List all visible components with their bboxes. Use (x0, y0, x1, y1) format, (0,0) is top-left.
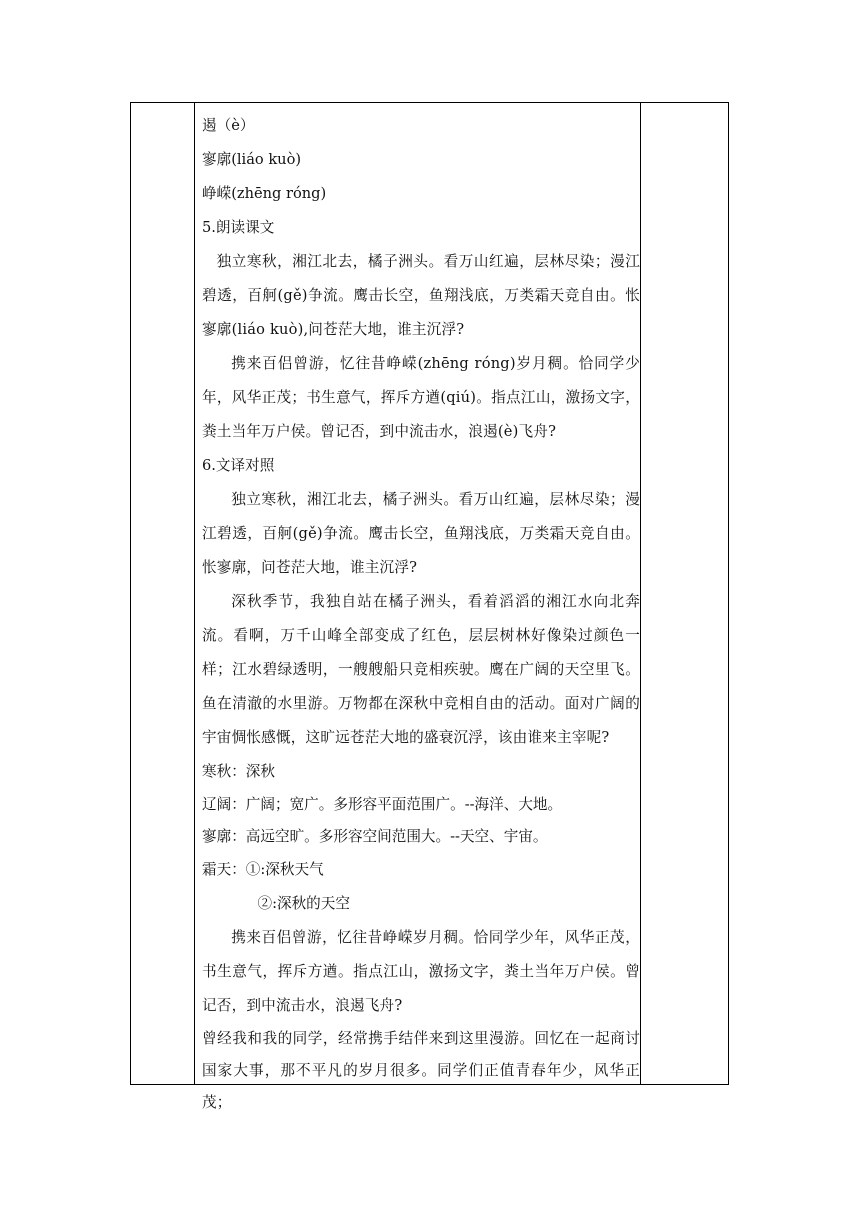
right-column-cell (641, 103, 729, 1085)
pronunciation-line: 遏（è） (202, 117, 255, 134)
original-text-paragraph: 携来百侣曾游，忆往昔峥嵘岁月稠。恰同学少年，风华正茂，书生意气，挥斥方遒。指点江山，激扬文字，粪土当年万户侯。曾记否，到中流击水，浪遏飞舟? (202, 929, 640, 1014)
vocab-note: 霜天：①:深秋天气 (202, 861, 324, 878)
vocab-note-sub: ②:深秋的天空 (257, 895, 350, 912)
content-body (195, 103, 640, 1111)
vocab-note: 寥廓：高远空旷。多形容空间范围大。--天空、宇宙。 (202, 828, 548, 845)
section-6-heading: 6.文译对照 (202, 457, 275, 474)
pronunciation-line: 寥廓(liáo kuò) (202, 151, 302, 168)
vocab-note: 寒秋：深秋 (202, 763, 275, 780)
section-5-heading: 5.朗读课文 (202, 219, 275, 236)
lesson-table (130, 102, 729, 1111)
reading-paragraph: 携来百侣曾游，忆往昔峥嵘(zhēng róng)岁月稠。恰同学少年，风华正茂；书生意气，挥斥方遒(qiú)。指点江山，激扬文字，粪土当年万户侯。曾记否，到中流击水，浪遏(è)飞舟? (202, 355, 640, 440)
reading-paragraph: 独立寒秋，湘江北去，橘子洲头。看万山红遍，层林尽染；漫江碧透，百舸(gě)争流。鹰击长空，鱼翔浅底，万类霜天竞自由。怅寥廓(liáo kuò),问苍茫大地，谁主沉浮? (202, 253, 640, 338)
translation-paragraph: 深秋季节，我独自站在橘子洲头，看着滔滔的湘江水向北奔流。看啊，万千山峰全部变成了红色，层层树林好像染过颜色一样；江水碧绿透明，一艘艘船只竞相疾驶。鹰在广阔的天空里飞。鱼在清澈的水里游。万物都在深秋中竞相自由的活动。面对广阔的宇宙惆怅感慨，这旷远苍茫大地的盛衰沉浮，该由谁来主宰呢? (202, 593, 640, 746)
left-column-cell (131, 103, 195, 1085)
original-text-paragraph: 独立寒秋，湘江北去，橘子洲头。看万山红遍，层林尽染；漫江碧透，百舸(gě)争流。鹰击长空，鱼翔浅底，万类霜天竞自由。怅寥廓，问苍茫大地，谁主沉浮? (202, 491, 640, 576)
translation-paragraph: 曾经我和我的同学，经常携手结伴来到这里漫游。回忆在一起商讨国家大事，那不平凡的岁月很多。同学们正值青春年少，风华正茂； (202, 1030, 640, 1111)
content-cell (195, 103, 641, 1111)
pronunciation-line: 峥嵘(zhēng róng) (202, 185, 327, 202)
vocab-note: 辽阔：广阔；宽广。多形容平面范围广。--海洋、大地。 (202, 796, 563, 813)
